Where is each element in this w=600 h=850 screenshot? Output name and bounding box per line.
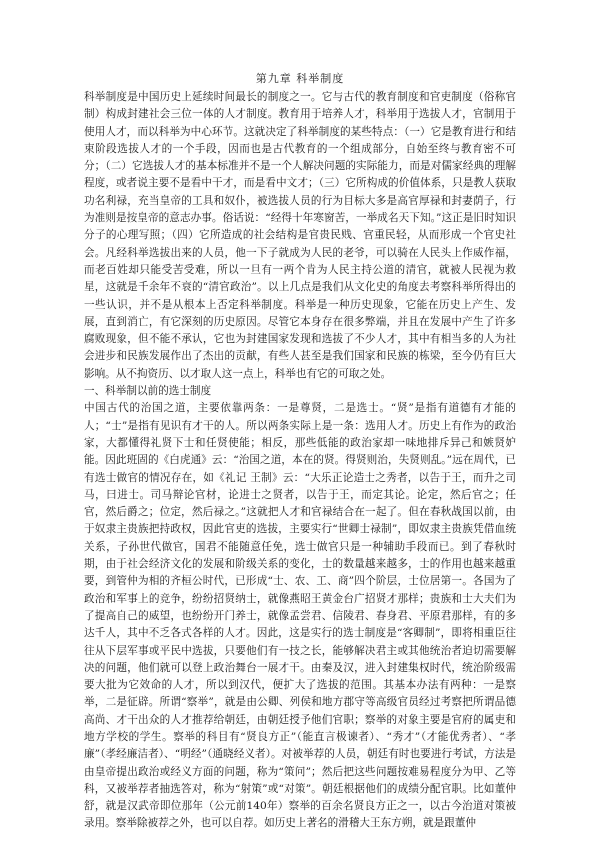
section-heading: 一、科举制以前的选士制度	[84, 385, 212, 398]
chapter-title: 第九章 科举制度	[255, 72, 345, 85]
intro-paragraph: 科举制度是中国历史上延续时间最长的制度之一。它与古代的教育制度和官吏制度（俗称官制）构成封建社会三位一体的人才制度。教育用于培养人才，科举用于选拔人才，官制用于使用人才，而以科举为中心环节。这就决定了科举制度的某些特点：（一）它是教育进行和结束阶段选拔人才的一个手段，因而也是古代教育的一个组成部分，自始至终与教育密不可分；（二）它选拔人才的基本标准并不是一个人解决问题的实际能力，而是对儒家经典的理解程度，或者说主要不是看中干才，而是看中文才；（三）它所构成的价值体系，只是教人获取功名利禄，充当皇帝的工具和奴仆，被选拔人员的行为目标大多是高官厚禄和封妻荫子，行为准则是按皇帝的意志办事。俗话说：“经得十年寒窗苦，一举成名天下知。”这正是旧时知识分子的心理写照；（四）它所造成的社会结构是官贵民贱、官重民轻，从而形成一个官史社会。凡经科举选拔出来的人员，他一下子就成为人民的老爷，可以骑在人民头上作威作福，而老百姓却只能受苦受难，所以一旦有一两个肯为人民主持公道的清官，就被人民视为救星，这就是千余年不衰的“清官政治”。以上几点是我们从文化史的角度去考察科举所得出的一些认识，并不是从根本上否定科举制度。科举是一种历史现象，它能在历史上产生、发展，直到消亡，有它深刻的历史原因。尽管它本身存在很多弊端，并且在发展中产生了许多腐败现象，但不能不承认，它也为封建国家发现和选拔了不少人才，其中有相当多的人为社会进步和民族发展作出了杰出的贡献，有些人甚至是我们国家和民族的栋梁，至今仍有巨大影响。从不拘资历、以才取人这一点上，科举也有它的可取之处。	[84, 91, 516, 380]
section-body-paragraph: 中国古代的治国之道，主要依靠两条：一是尊贤，二是选士。“贤”是指有道德有才能的人；“士”是指有见识有才干的人。所以两条实际上是一条：选用人才。历史上有作为的政治家，大都懂得礼贤下士和任贤使能；相反，那些低能的政治家却一味地排斥异己和嫉贤妒能。因此班固的《白虎通》云：“治国之道，本在的贤。得贤则治，失贤则乱。”远在周代，已有选士做官的情况存在，如《礼记 王制》云：“大乐正论造士之秀者，以告于王，而升之司马，曰进士。司马辩论官材，论进士之贤者，以告于王，而定其论。论定，然后官之；任官，然后爵之；位定，然后禄之。”这就把人才和官禄结合在一起了。但在春秋战国以前，由于奴隶主贵族把持政权，因此官吏的选拔，主要实行“世卿士禄制”，即奴隶主贵族凭借血统关系，子孙世代做官，国君不能随意任免，选士做官只是一种辅助手段而已。到了春秋时期，由于社会经济文化的发展和阶级关系的变化，士的数量越来越多，士的作用也越来越重要，到管仲为相的齐桓公时代，已形成“士、农、工、商”四个阶层，士位居第一。各国为了政治和军事上的竞争，纷纷招贤纳士，就像燕昭王黄金台广招贤才那样；贵族和士大夫们为了提高自己的威望，也纷纷开门养士，就像孟尝君、信陵君、春身君、平原君那样，有的多达千人，其中不乏各式各样的人才。因此，这是实行的选士制度是“客卿制”，即将相重臣往往从下层军事或平民中选拔，只要他们有一技之长，能够解决君主或其他统治者迫切需要解决的问题，他们就可以登上政治舞台一展才干。由秦及汉，进入封建集权时代，统治阶级需要大批为它效命的人才，所以到汉代，便扩大了选拔的范围。其基本办法有两种：一是察举，二是征辟。所谓“察举”，就是由公卿、列侯和地方郡守等高级官员经过考察把所谓品德高尚、才干出众的人才推荐给朝廷，由朝廷授予他们官职；察举的对象主要是官府的属吏和地方学校的学生。察举的科目有“贤良方正”（能直言极谏者）、“秀才”（才能优秀者）、“孝廉”（孝经廉洁者）、“明经”（通晓经义者）。对被举荐的人员，朝廷有时也要进行考试，方法是由皇帝提出政治或经义方面的问题，称为“策问”；然后把这些问题按难易程度分为甲、乙等科，又被举荐者抽选答对，称为“射策”或“对策”。朝廷根据他们的成绩分配官职。比如董仲舒，就是汉武帝即位那年（公元前140年）察举的百余名贤良方正之一，以古今治道对策被录用。察举除被荐之外，也可以自荐。如历史上著名的滑稽大王东方朔，就是跟董仲	[84, 402, 516, 830]
